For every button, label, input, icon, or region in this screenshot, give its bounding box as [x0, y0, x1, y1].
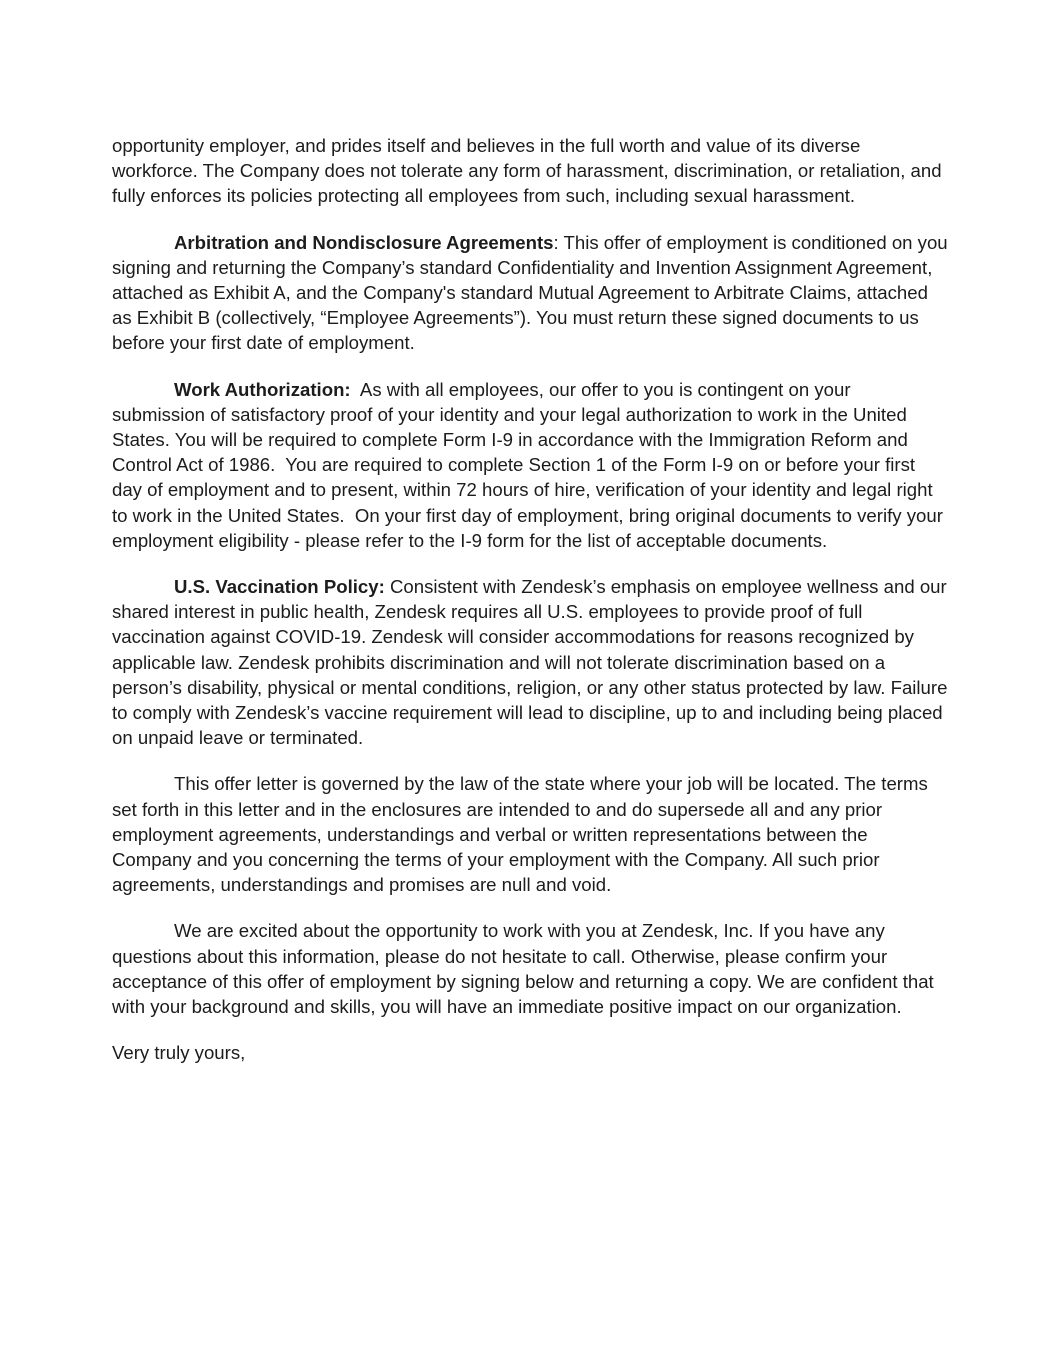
letter-body: [112, 133, 948, 1066]
arbitration-text: : This offer of employment is conditioned on you signing and returning the Company’s standard Confidentiality and Invention Assignment Agreement, attached as Exhibit A, and the Company's standard Mutual Agreement to Arbitrate Claims, attached as Exhibit B (collectively, “Employee Agreements”). You must return these signed documents to us before your first date of employment.: [112, 231, 948, 354]
paragraph-vaccination: [112, 574, 948, 750]
vaccination-text: Consistent with Zendesk’s emphasis on employee wellness and our shared interest in public health, Zendesk requires all U.S. employees to provide proof of full vaccination against COVID-19. Zendesk will consider accommodations for reasons recognized by applicable law. Zendesk prohibits discrimination and will not tolerate discrimination based on a person’s disability, physical or mental conditions, religion, or any other status protected by law. Failure to comply with Zendesk’s vaccine requirement will lead to discipline, up to and including being placed on unpaid leave or terminated.: [112, 576, 948, 749]
paragraph-excited: We are excited about the opportunity to work with you at Zendesk, Inc. If you have any questions about this information, please do not hesitate to call. Otherwise, please confirm your acceptance of this offer of employment by signing below and returning a copy. We are confident that with your background and skills, you will have an immediate positive impact on our organization.: [112, 920, 934, 1018]
paragraph-arbitration: [112, 230, 948, 356]
paragraph-intro: opportunity employer, and prides itself and believes in the full worth and value of its diverse workforce. The Company does not tolerate any form of harassment, discrimination, or retaliation, and fully enforces its policies protecting all employees from such, including sexual harassment.: [112, 135, 942, 207]
paragraph-governing-law: This offer letter is governed by the law of the state where your job will be located. The terms set forth in this letter and in the enclosures are intended to and do supersede all and any prior employment agreements, understandings and verbal or written representations between the Company and you concerning the terms of your employment with the Company. All such prior agreements, understandings and promises are null and void.: [112, 773, 928, 896]
work-authorization-text: As with all employees, our offer to you is contingent on your submission of satisfactory proof of your identity and your legal authorization to work in the United States. You will be required to complete Form I-9 in accordance with the Immigration Reform and Control Act of 1986. You are required to complete Section 1 of the Form I-9 on or before your first day of employment and to present, within 72 hours of hire, verification of your identity and legal right to work in the United States. On your first day of employment, bring original documents to verify your employment eligibility - please refer to the I-9 form for the list of acceptable documents.: [112, 378, 949, 551]
arbitration-heading: Arbitration and Nondisclosure Agreements: [174, 231, 554, 253]
vaccination-heading: U.S. Vaccination Policy:: [174, 576, 385, 598]
closing-salutation: Very truly yours,: [112, 1042, 246, 1064]
paragraph-work-authorization: [112, 377, 948, 553]
work-authorization-heading: Work Authorization:: [174, 378, 351, 400]
